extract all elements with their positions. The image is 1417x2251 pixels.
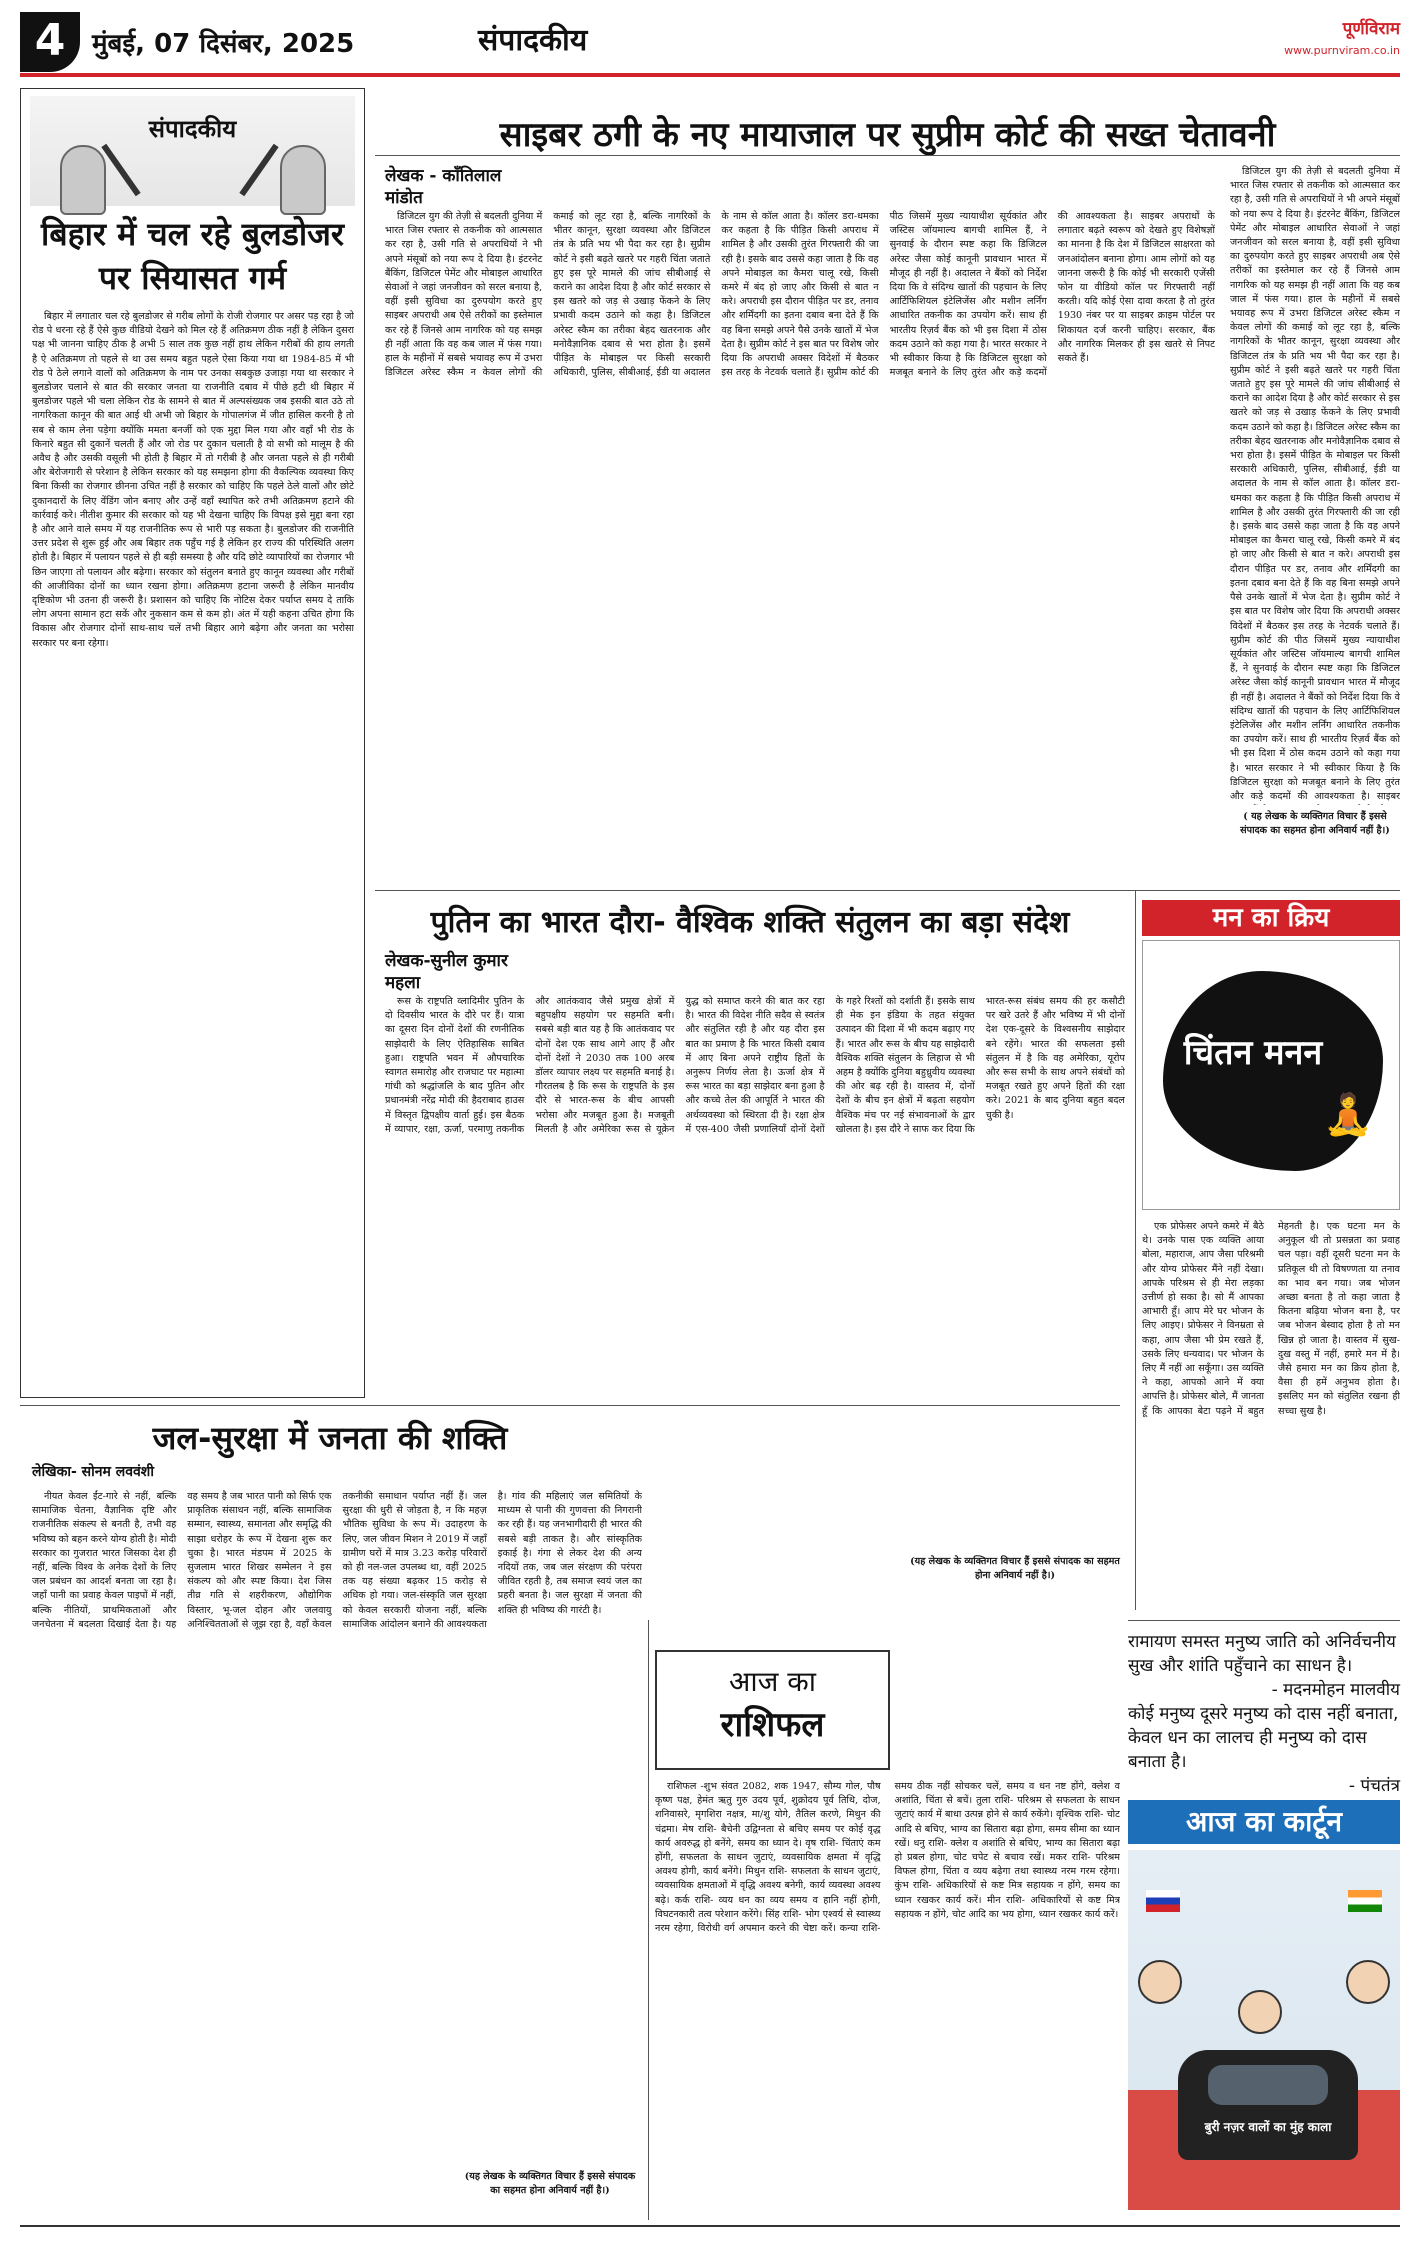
quote-box <box>1128 1630 1400 1796</box>
divider <box>20 1405 1120 1406</box>
hand-icon <box>60 145 106 215</box>
chintan-manan-text: चिंतन मनन <box>1183 1033 1323 1073</box>
cartoon-illustration <box>1128 1850 1400 2210</box>
rashifal-text: राशिफल -शुभ संवत 2082, शक 1947, सौम्य गोल, पौष कृष्ण पक्ष, हेमंत ऋतु गुरु उदय पूर्व, शुक्रोदय पूर्व तिथि, दोज, शनिवासरे, मृगशिरा नक्षत्र, मा/शु योगे, तैतिल करणे, मिथुन की चंद्रमा। मेष राशि- बैचेनी उद्विग्नता से बचिए समय पर कोई वृद्ध कार्य अवरुद्ध हो बनेंगे, समय का ध्यान दे। वृष राशि- चिंताएं कम होंगी, सफलता के साधन जुटाएं, व्यवसायिक क्षमता में वृद्धि अवश्य होगी, कार्य बनेंगे। मिथुन राशि- सफलता के साधन जुटाएं, व्यवसायिक क्षमताओं में वृद्धि अवश्य बनेगी, कार्य व्यवस्था अवश्य बढ़े। कर्क राशि- व्यय धन का व्यय समय व हानि नहीं होगी, विघटनकारी तत्व परेशान करेंगे। सिंह राशि- भोग एश्वर्य से स्वास्थ्य नरम रहेगा, विरोधी वर्ग अपमान करने की चेष्टा करें। कन्या राशि- समय ठीक नहीं सोचकर चलें, समय व धन नष्ट होंगे, क्लेश व अशांति, चिंता से बचें। तुला राशि- परिश्रम से सफलता के साधन जुटाएं कार्य में बाधा उत्पन्न होने से कार्य रुकेंगे। वृश्चिक राशि- चोट आदि से बचिए, भाग्य का सितारा बढ़ा होगा, समय सीमा का ध्यान रखें। धनु राशि- क्लेश व अशांति से बचिए, भाग्य का सितारा बढ़ा हो प्रबल होगा, चोट चपेट से बचाव रखें। मकर राशि- परिश्रम विफल होगा, चिंता व व्यय बढ़ेगा तथा स्वास्थ्य नरम गरम रहेगा। कुंभ राशि- अधिकारियों से कष्ट मित्र सहायक न होंगे, समय का ध्यान रखकर कार्य करें। मीन राशि- अधिकारियों से कष्ट मित्र सहायक न होंगे, चोट आदि का भय होगा, ध्यान रखकर कार्य करें। <box>655 1781 1120 1935</box>
jal-note: (यह लेखक के व्यक्तिगत विचार हैं इससे संपादक का सहमत होना अनिवार्य नहीं है।) <box>464 2171 636 2197</box>
brand-url[interactable]: www.purnviram.co.in <box>1284 44 1400 57</box>
quote-2: कोई मनुष्य दूसरे मनुष्य को दास नहीं बनाता, केवल धन का लालच ही मनुष्य को दास बनाता है। <box>1128 1704 1399 1772</box>
cartoon-title: आज का कार्टून <box>1128 1800 1400 1844</box>
quote-1: रामायण समस्त मनुष्य जाति को अनिर्वचनीय सुख और शांति पहुँचाने का साधन है। <box>1128 1632 1396 1676</box>
editorial-text: बिहार में लगातार चल रहे बुलडोजर से गरीब लोगों के रोजी रोजगार पर असर पड़ रहा है जो रोड पे धरना रहे हैं ऐसे कुछ वीडियो देखने को मिल रहे हैं अतिक्रमण ठीक नहीं है लेकिन दुसरा पक्ष भी जानना चाहिए ठीक है अभी 5 साल तक कुछ नहीं हाथ लेकिन गरीबों की हाय लगती है ऐ अतिक्रमण तो पहले से था उस समय बहुत पहले ऐसा किया गया था 1984-85 में भी रोड पे ठेले लगाने वालों को अतिक्रमण के नाम पर उनका सबकुछ उजाड़ा गया था सरकार ने बुलडोजर चलाने से बात की सरकार जनता या राजनीति दबाव में पीछे हटी थी बिहार में बुलडोजर पहले भी चला लेकिन रोड के सामने से बात में अल्पसंख्यक जब इसकी बात उठे तो नागरिकता कानून की बात आई थी अभी जो बिहार के गोपालगंज में जीत हासिल करनी है तो सब से काम लेना पड़ेगा क्योंकि ममता बनर्जी को एक मुद्दा मिल गया और वहाँ भी रोड के किनारे बहुत सी दुकानें चलती हैं और जो रोड पर दुकान चलाती है वो सभी को मालूम है की अवैध है और उसकी वसूली भी होती है बिहार में तो गरीबी है और जनता पहले से ही गरीबी और बेरोजगारी से परेशान है लेकिन सरकार को यह समझना होगा की वैकल्पिक व्यवस्था किए बिना किसी का रोजगार छीनना उचित नहीं है सरकार को चाहिए कि पहले ठेले वालों और छोटे दुकानदारों के लिए वेंडिंग जोन बनाए और उन्हें वहाँ स्थापित करे तभी अतिक्रमण हटाने की कार्रवाई करे। नीतीश कुमार की सरकार को यह भी देखना चाहिए कि विपक्ष इसे मुद्दा बना रहा है और आने वाले समय में यह राजनीतिक रूप से भारी पड़ सकता है। बुलडोजर की राजनीति उत्तर प्रदेश से शुरू हुई और अब बिहार तक पहुँच गई है लेकिन हर राज्य की परिस्थिति अलग होती है। बिहार में पलायन पहले से ही बड़ी समस्या है और यदि छोटे व्यापारियों का रोजगार भी छिन जाएगा तो पलायन और बढ़ेगा। सरकार को संतुलन बनाते हुए कानून व्यवस्था और गरीबों की आजीविका दोनों का ध्यान रखना होगा। अतिक्रमण हटाना जरूरी है लेकिन मानवीय दृष्टिकोण भी उतना ही जरूरी है। प्रशासन को चाहिए कि नोटिस देकर पर्याप्त समय दे ताकि लोग अपना सामान हटा सकें और नुकसान कम से कम हो। अंत में यही कहना उचित होगा कि विकास और रोजगार दोनों साथ-साथ चलें तभी बिहार आगे बढ़ेगा और जनता का भरोसा सरकार पर बना रहेगा। <box>32 311 354 649</box>
man-ka-kriya-body <box>1142 1220 1400 1610</box>
man-ka-kriya-text: एक प्रोफेसर अपने कमरे में बैठे थे। उनके पास एक व्यक्ति आया बोला, महाराज, आप जैसा परिश्रमी और योग्य प्रोफेसर मैंने नहीं देखा। आपके परिश्रम से ही मेरा लड़का उत्तीर्ण हो सका है। सो मैं आपका आभारी हूँ। आप मेरे घर भोजन के लिए आइए। प्रोफेसर ने विनम्रता से कहा, आप जैसा भी प्रेम रखते हैं, उसके लिए धन्यवाद। पर भोजन के लिए मैं नहीं आ सकूँगा। उस व्यक्ति ने कहा, आपको आने में क्या आपत्ति है। प्रोफेसर बोले, मैं जानता हूँ कि आपका बेटा पढ़ने में बहुत मेहनती है। एक घटना मन के अनुकूल थी तो प्रसन्नता का प्रवाह चल पड़ा। वहीं दूसरी घटना मन के प्रतिकूल थी तो विषण्णता या तनाव का भाव बन गया। जब भोजन अच्छा बनता है तो कहा जाता है कितना बढ़िया भोजन बना है, पर जब भोजन बेस्वाद होता है तो मन खिन्न हो जाता है। वास्तव में सुख-दुख वस्तु में नहीं, हमारे मन में है। जैसे हमारा मन का क्रिय होता है, वैसा ही हमें अनुभव होता है। इसलिए मन को संतुलित रखना ही सच्चा सुख है। <box>1142 1221 1400 1417</box>
meditation-icon: 🧘 <box>1323 1092 1373 1138</box>
lead-byline: लेखक - कॉंतिलाल मांडोत <box>385 166 502 208</box>
cartoon-caption: बुरी नज़र वालों का मुंह काला <box>1204 2120 1332 2134</box>
person-figure-icon <box>1346 1960 1390 2004</box>
quote-1-author: - मदनमोहन मालवीय <box>1271 1680 1400 1700</box>
issue-date: मुंबई, 07 दिसंबर, 2025 <box>92 29 355 59</box>
brand-name: पूर्णविराम <box>1342 19 1400 39</box>
putin-note: (यह लेखक के व्यक्तिगत विचार हैं इससे संपादक का सहमत होना अनिवार्य नहीं है।) <box>910 1556 1120 1582</box>
divider <box>1135 890 1136 1610</box>
man-ka-kriya-title: मन का क्रिय <box>1142 900 1400 936</box>
jal-text: नीयत केवल ईंट-गारे से नहीं, बल्कि सामाजिक चेतना, वैज्ञानिक दृष्टि और राजनीतिक संकल्प से बनती है, तभी वह भविष्य को बहन करने योग्य होती है। मोदी सरकार का गुजरात भारत जिसका देश ही नहीं, बल्कि विश्व के अनेक देशों के लिए जल प्रबंधन का आदर्श बनता जा रहा है। जहाँ पानी का प्रवाह केवल पाइपों में नहीं, बल्कि नीतियों, प्राथमिकताओं और जनचेतना में बदलता दिखाई देता है। यह वह समय है जब भारत पानी को सिर्फ एक प्राकृतिक संसाधन नहीं, बल्कि सामाजिक सम्मान, स्वास्थ्य, समानता और समृद्धि की साझा धरोहर के रूप में देखना शुरू कर चुका है। भारत मंडपम में 2025 के सुजलाम भारत शिखर सम्मेलन ने इस संकल्प को और स्पष्ट किया। देश जिस तीव्र गति से शहरीकरण, औद्योगिक विस्तार, भू-जल दोहन और जलवायु अनिश्चितताओं से जूझ रहा है, वहाँ केवल तकनीकी समाधान पर्याप्त नहीं हैं। जल सुरक्षा की धुरी से जोड़ता है, न कि महज़ भौतिक सुविधा के रूप में। उदाहरण के लिए, जल जीवन मिशन ने 2019 में जहाँ ग्रामीण घरों में मात्र 3.23 करोड़ परिवारों को ही नल-जल उपलब्ध था, वहीं 2025 तक यह संख्या बढ़कर 15 करोड़ से अधिक हो गया। जल-संस्कृति जल सुरक्षा को केवल सरकारी योजना नहीं, बल्कि सामाजिक आंदोलन बनाने की आवश्यकता है। गांव की महिलाएं जल समितियों के माध्यम से पानी की गुणवत्ता की निगरानी कर रही हैं। यह जनभागीदारी ही भारत की सबसे बड़ी ताकत है। और सांस्कृतिक इकाई है। गंगा से लेकर देश की अन्य नदियों तक, जब जल संरक्षण की परंपरा जीवित रहती है, तब समाज स्वयं जल का प्रहरी बनता है। जल सुरक्षा में जनता की शक्ति ही भविष्य की गारंटी है। <box>32 1491 642 1630</box>
quote-2-author: - पंचतंत्र <box>1348 1776 1400 1796</box>
masthead-rule <box>20 73 1400 77</box>
lead-text: डिजिटल युग की तेज़ी से बदलती दुनिया में भारत जिस रफ्तार से तकनीक को आत्मसात कर रहा है, उसी गति से अपराधियों ने भी अपने मंसूबों को नया रूप दे दिया है। इंटरनेट बैंकिंग, डिजिटल पेमेंट और मोबाइल आधारित सेवाओं ने जहां जनजीवन को सरल बनाया है, वहीं इसी सुविधा का दुरुपयोग करते हुए साइबर अपराधी अब ऐसे तरीकों का इस्तेमाल कर रहे हैं जिनसे आम नागरिक को यह समझ ही नहीं आता कि वह कब जाल में फंस गया। हाल के महीनों में सबसे भयावह रूप में उभरा डिजिटल अरेस्ट स्कैम न केवल लोगों की कमाई को लूट रहा है, बल्कि नागरिकों के भीतर कानून, सुरक्षा व्यवस्था और डिजिटल तंत्र के प्रति भय भी पैदा कर रहा है। सुप्रीम कोर्ट ने इसी बढ़ते खतरे पर गहरी चिंता जताते हुए इस पूरे मामले की जांच सीबीआई से कराने का आदेश दिया है और कोर्ट सरकार से इस खतरे को जड़ से उखाड़ फेंकने के लिए प्रभावी कदम उठाने को कहा है। डिजिटल अरेस्ट स्कैम का तरीका बेहद खतरनाक और मनोवैज्ञानिक दबाव से भरा होता है। इसमें पीड़ित के मोबाइल पर किसी सरकारी अधिकारी, पुलिस, सीबीआई, ईडी या अदालत के नाम से कॉल आता है। कॉलर डरा-धमका कर कहता है कि पीड़ित किसी अपराध में शामिल है और उसकी तुरंत गिरफ्तारी की जा रही है। इसके बाद उससे कहा जाता है कि वह अपने मोबाइल का कैमरा चालू रखे, किसी कमरे में बंद हो जाए और किसी से बात न करे। अपराधी इस दौरान पीड़ित पर डर, तनाव और शर्मिंदगी का इतना दबाव बना देते हैं कि वह बिना समझे अपने पैसे उनके खातों में भेज देता है। सुप्रीम कोर्ट ने इस बात पर विशेष जोर दिया कि अपराधी अक्सर विदेशों में बैठकर इस तरह के नेटवर्क चलाते हैं। सुप्रीम कोर्ट की पीठ जिसमें मुख्य न्यायाधीश सूर्यकांत और जस्टिस जॉयमाल्य बागची शामिल हैं, ने सुनवाई के दौरान स्पष्ट कहा कि डिजिटल अरेस्ट जैसा कोई कानूनी प्रावधान भारत में मौजूद ही नहीं है। अदालत ने बैंकों को निर्देश दिया कि वे संदिग्ध खातों की पहचान के लिए आर्टिफिशियल इंटेलिजेंस और मशीन लर्निंग आधारित तकनीक का उपयोग करें। साथ ही भारतीय रिज़र्व बैंक को भी इस दिशा में ठोस कदम उठाने को कहा गया है। भारत सरकार ने भी स्वीकार किया है कि डिजिटल सुरक्षा को मजबूत बनाने के लिए तुरंत और कड़े कदमों की आवश्यकता है। साइबर अपराधों के लगातार बढ़ते स्वरूप को देखते हुए विशेषज्ञों का मानना है कि देश में डिजिटल साक्षरता को जनआंदोलन बनाना होगा। आम लोगों को यह जानना जरूरी है कि कोई भी सरकारी एजेंसी फोन या वीडियो कॉल पर गिरफ्तारी नहीं करती। यदि कोई ऐसा दावा करता है तो तुरंत 1930 नंबर पर या साइबर क्राइम पोर्टल पर शिकायत दर्ज करनी चाहिए। सरकार, बैंक और नागरिक मिलकर ही इस खतरे से निपट सकते हैं। <box>385 211 1215 379</box>
lead-body-right <box>1230 165 1400 805</box>
divider <box>1128 1620 1400 1621</box>
page-number: 4 <box>20 12 80 72</box>
divider <box>375 155 1400 156</box>
section-title: संपादकीय <box>478 23 588 58</box>
divider <box>375 890 1400 891</box>
chintan-manan-illustration <box>1142 940 1400 1210</box>
windshield <box>1208 2065 1328 2105</box>
editorial-headline: बिहार में चल रहे बुलडोजर पर सियासत गर्म <box>41 215 344 297</box>
person-figure-icon <box>1238 1990 1282 2034</box>
jal-body <box>32 1490 642 2170</box>
person-figure-icon <box>1138 1960 1182 2004</box>
footer-rule <box>20 2225 1400 2227</box>
russia-flag-icon <box>1146 1890 1180 1912</box>
india-flag-icon <box>1348 1890 1382 1912</box>
divider <box>648 1620 649 2220</box>
lead-note: ( यह लेखक के व्यक्तिगत विचार हैं इससे संपादक का सहमत होना अनिवार्य नहीं है।) <box>1240 811 1390 837</box>
hand-icon <box>280 145 326 215</box>
rashifal-body <box>655 1780 1120 2210</box>
rashifal-title-top: आज का <box>728 1665 817 1698</box>
rashifal-title-bottom: राशिफल <box>720 1705 825 1745</box>
putin-byline: लेखक-सुनील कुमार महला <box>385 951 508 993</box>
editorial-banner-title: संपादकीय <box>148 115 237 143</box>
lead-headline: साइबर ठगी के नए मायाजाल पर सुप्रीम कोर्ट की सख्त चेतावनी <box>499 115 1276 155</box>
lead-text-cont: डिजिटल युग की तेज़ी से बदलती दुनिया में भारत जिस रफ्तार से तकनीक को आत्मसात कर रहा है, उसी गति से अपराधियों ने भी अपने मंसूबों को नया रूप दे दिया है। इंटरनेट बैंकिंग, डिजिटल पेमेंट और मोबाइल आधारित सेवाओं ने जहां जनजीवन को सरल बनाया है, वहीं इसी सुविधा का दुरुपयोग करते हुए साइबर अपराधी अब ऐसे तरीकों का इस्तेमाल कर रहे हैं जिनसे आम नागरिक को यह समझ ही नहीं आता कि वह कब जाल में फंस गया। हाल के महीनों में सबसे भयावह रूप में उभरा डिजिटल अरेस्ट स्कैम न केवल लोगों की कमाई को लूट रहा है, बल्कि नागरिकों के भीतर कानून, सुरक्षा व्यवस्था और डिजिटल तंत्र के प्रति भय भी पैदा कर रहा है। सुप्रीम कोर्ट ने इसी बढ़ते खतरे पर गहरी चिंता जताते हुए इस पूरे मामले की जांच सीबीआई से कराने का आदेश दिया है और कोर्ट सरकार से इस खतरे को जड़ से उखाड़ फेंकने के लिए प्रभावी कदम उठाने को कहा है। डिजिटल अरेस्ट स्कैम का तरीका बेहद खतरनाक और मनोवैज्ञानिक दबाव से भरा होता है। इसमें पीड़ित के मोबाइल पर किसी सरकारी अधिकारी, पुलिस, सीबीआई, ईडी या अदालत के नाम से कॉल आता है। कॉलर डरा-धमका कर कहता है कि पीड़ित किसी अपराध में शामिल है और उसकी तुरंत गिरफ्तारी की जा रही है। इसके बाद उससे कहा जाता है कि वह अपने मोबाइल का कैमरा चालू रखे, किसी कमरे में बंद हो जाए और किसी से बात न करे। अपराधी इस दौरान पीड़ित पर डर, तनाव और शर्मिंदगी का इतना दबाव बना देते हैं कि वह बिना समझे अपने पैसे उनके खातों में भेज देता है। सुप्रीम कोर्ट ने इस बात पर विशेष जोर दिया कि अपराधी अक्सर विदेशों में बैठकर इस तरह के नेटवर्क चलाते हैं। सुप्रीम कोर्ट की पीठ जिसमें मुख्य न्यायाधीश सूर्यकांत और जस्टिस जॉयमाल्य बागची शामिल हैं, ने सुनवाई के दौरान स्पष्ट कहा कि डिजिटल अरेस्ट जैसा कोई कानूनी प्रावधान भारत में मौजूद ही नहीं है। अदालत ने बैंकों को निर्देश दिया कि वे संदिग्ध खातों की पहचान के लिए आर्टिफिशियल इंटेलिजेंस और मशीन लर्निंग आधारित तकनीक का उपयोग करें। साथ ही भारतीय रिज़र्व बैंक को भी इस दिशा में ठोस कदम उठाने को कहा गया है। भारत सरकार ने भी स्वीकार किया है कि डिजिटल सुरक्षा को मजबूत बनाने के लिए तुरंत और कड़े कदमों की आवश्यकता है। साइबर <box>1230 166 1400 802</box>
putin-text: रूस के राष्ट्रपति व्लादिमीर पुतिन के दो दिवसीय भारत के दौरे पर हैं। यात्रा का दूसरा दिन दोनों देशों की रणनीतिक साझेदारी के लिए ऐतिहासिक साबित हुआ। राष्ट्रपति भवन में औपचारिक स्वागत समारोह और राजघाट पर महात्मा गांधी को श्रद्धांजलि के बाद पुतिन और प्रधानमंत्री नरेंद्र मोदी की हैदराबाद हाउस में विस्तृत द्विपक्षीय वार्ता हुई। इस बैठक में व्यापार, रक्षा, ऊर्जा, परमाणु तकनीक और आतंकवाद जैसे प्रमुख क्षेत्रों में बहुपक्षीय सहयोग पर सहमति बनी। सबसे बड़ी बात यह है कि आतंकवाद पर दोनों देश एक साथ आगे आए हैं और दोनों देशों ने 2030 तक 100 अरब डॉलर व्यापार लक्ष्य पर सहमति बनाई है। गौरतलब है कि रूस के राष्ट्रपति के इस दौरे से भारत-रूस के बीच आपसी भरोसा और मजबूत हुआ है। मजबूती मिलती है और अमेरिका रूस से यूक्रेन युद्ध को समाप्त करने की बात कर रहा है। भारत की विदेश नीति सदैव से स्वतंत्र और संतुलित रही है और यह दौरा इस बात का प्रमाण है कि भारत किसी दबाव में आए बिना अपने राष्ट्रीय हितों के अनुरूप निर्णय लेता है। ऊर्जा क्षेत्र में रूस भारत का बड़ा साझेदार बना हुआ है और कच्चे तेल की आपूर्ति ने भारत की अर्थव्यवस्था को स्थिरता दी है। रक्षा क्षेत्र में एस-400 जैसी प्रणालियाँ दोनों देशों के गहरे रिश्तों को दर्शाती हैं। इसके साथ ही मेक इन इंडिया के तहत संयुक्त उत्पादन की दिशा में भी कदम बढ़ाए गए हैं। भारत और रूस के बीच यह साझेदारी वैश्विक शक्ति संतुलन के लिहाज से भी अहम है क्योंकि दुनिया बहुध्रुवीय व्यवस्था की ओर बढ़ रही है। वास्तव में, दोनों देशों के बीच इन क्षेत्रों में बढ़ता सहयोग वैश्विक मंच पर नई संभावनाओं के द्वार खोलता है। इस दौरे ने साफ कर दिया कि भारत-रूस संबंध समय की हर कसौटी पर खरे उतरे हैं और भविष्य में भी दोनों देश एक-दूसरे के विश्वसनीय साझेदार बने रहेंगे। भारत की सफलता इसी संतुलन में है कि वह अमेरिका, यूरोप और रूस सभी के साथ अपने संबंधों को मजबूत रखते हुए अपने हितों की रक्षा करे। 2021 के बाद दुनिया बहुत बदल चुकी है। <box>385 996 1125 1135</box>
editorial-body <box>32 310 354 1390</box>
lead-body-left <box>385 210 1215 880</box>
jal-headline: जल-सुरक्षा में जनता की शक्ति <box>152 1419 508 1457</box>
jal-byline: लेखिका- सोनम लववंशी <box>32 1464 154 1480</box>
putin-headline: पुतिन का भारत दौरा- वैश्विक शक्ति संतुलन का बड़ा संदेश <box>430 905 1070 940</box>
putin-body <box>385 995 1125 1555</box>
